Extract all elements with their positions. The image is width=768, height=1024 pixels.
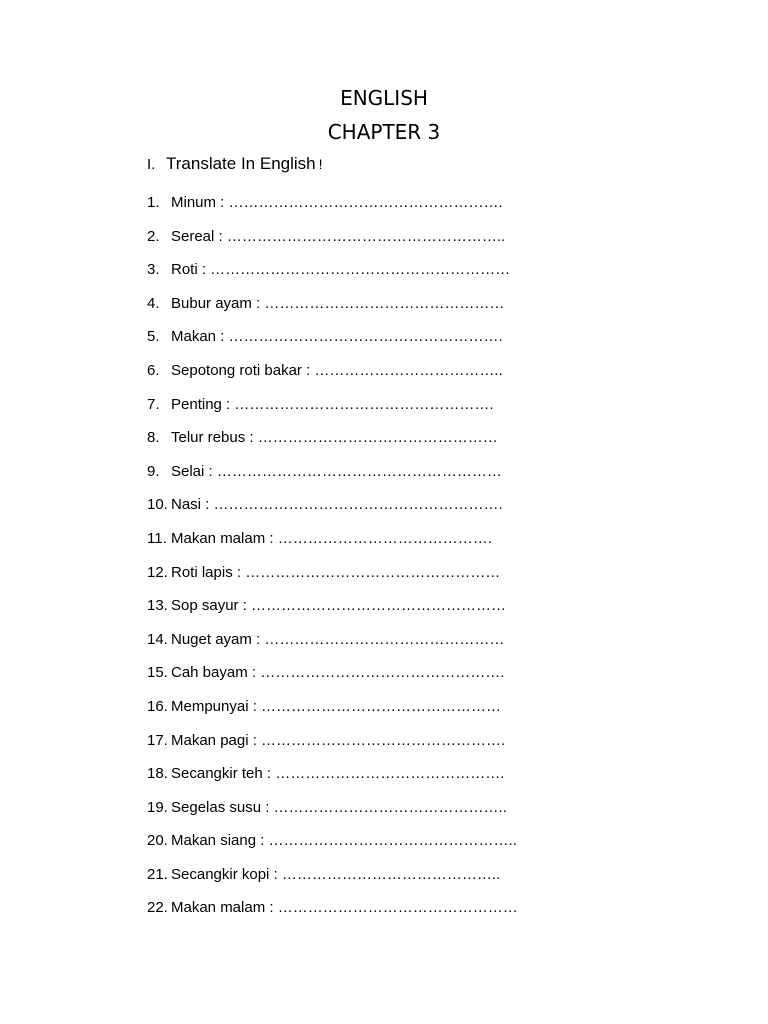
- item-number: 5.: [147, 328, 160, 346]
- item-number: 3.: [147, 261, 160, 279]
- item-number: 11.: [147, 529, 167, 547]
- list-item: [147, 494, 707, 528]
- item-text: Penting : …………………………………………….: [171, 395, 494, 413]
- list-item: [147, 830, 707, 864]
- item-number: 1.: [147, 194, 160, 211]
- item-number: 17.: [147, 731, 168, 749]
- item-text: Roti : ……………………………………………………: [171, 261, 511, 279]
- item-text: Roti lapis : ……………………………………………: [171, 563, 501, 581]
- item-number: 9.: [147, 462, 160, 480]
- list-item: [147, 797, 707, 831]
- list-item: [147, 461, 707, 495]
- item-text: Nuget ayam : …………………………………………: [171, 630, 505, 648]
- item-number: 6.: [147, 361, 160, 379]
- item-number: 8.: [147, 429, 160, 447]
- item-number: 20.: [147, 832, 168, 850]
- list-item: [147, 192, 707, 226]
- item-number: 4.: [147, 294, 160, 312]
- item-number: 18.: [147, 765, 168, 783]
- item-number: 12.: [147, 563, 168, 581]
- item-text: Segelas susu : ………………………………………..: [171, 798, 507, 816]
- item-text: Makan malam : …………………………………………: [171, 899, 518, 917]
- item-text: Mempunyai : …………………………………………: [171, 697, 502, 715]
- list-item: [147, 226, 707, 260]
- item-text: Secangkir teh : ……………………………………….: [171, 765, 505, 783]
- list-item: [147, 730, 707, 764]
- list-item: [147, 696, 707, 730]
- chapter-title: CHAPTER 3: [327, 120, 441, 144]
- item-number: 16.: [147, 697, 168, 715]
- item-text: Makan siang : …………………………………………..: [171, 832, 517, 850]
- list-item: [147, 629, 707, 663]
- item-number: 13.: [147, 597, 168, 615]
- item-number: 19.: [147, 798, 168, 816]
- list-item: [147, 259, 707, 293]
- item-text: Sepotong roti bakar : ………………………………..: [171, 361, 503, 379]
- list-item: [147, 897, 707, 931]
- item-text: Selai : …………………………………………………: [171, 462, 502, 480]
- item-number: 22.: [147, 899, 168, 917]
- item-number: 15.: [147, 664, 168, 682]
- item-number: 14.: [147, 630, 168, 648]
- list-item: [147, 662, 707, 696]
- item-text: Cah bayam : ………………………………………….: [171, 664, 505, 682]
- list-item: [147, 394, 707, 428]
- vocabulary-list: [147, 192, 707, 931]
- list-item: [147, 562, 707, 596]
- item-text: Telur rebus : …………………………………………: [171, 429, 498, 447]
- item-text: Sop sayur : ……………………………………………: [171, 597, 507, 615]
- section-numeral: I.: [147, 156, 156, 173]
- item-text: Bubur ayam : …………………………………………: [171, 294, 505, 312]
- list-item: [147, 293, 707, 327]
- item-text: Minum : ……………………………………………….: [171, 194, 503, 211]
- item-text: Makan malam : …………………………………….: [171, 529, 492, 547]
- list-item: [147, 763, 707, 797]
- item-text: Sereal : ………………………………………………..: [171, 227, 506, 245]
- item-number: 21.: [147, 865, 168, 883]
- list-item: [147, 528, 707, 562]
- list-item: [147, 360, 707, 394]
- instruction-text: Translate In English: [166, 154, 316, 173]
- item-number: 10.: [147, 496, 168, 514]
- item-text: Nasi : ………………………………………………….: [171, 496, 503, 514]
- list-item: [147, 326, 707, 360]
- item-text: Secangkir kopi : ……………………………………..: [171, 865, 501, 883]
- list-item: [147, 595, 707, 629]
- item-text: Makan : ……………………………………………….: [171, 328, 503, 346]
- list-item: [147, 427, 707, 461]
- item-number: 7.: [147, 395, 160, 413]
- item-text: Makan pagi : ………………………………………….: [171, 731, 506, 749]
- instruction-line: [147, 154, 323, 178]
- instruction-mark: !: [318, 156, 323, 172]
- item-number: 2.: [147, 227, 160, 245]
- list-item: [147, 864, 707, 898]
- document-subject-title: ENGLISH: [340, 86, 428, 110]
